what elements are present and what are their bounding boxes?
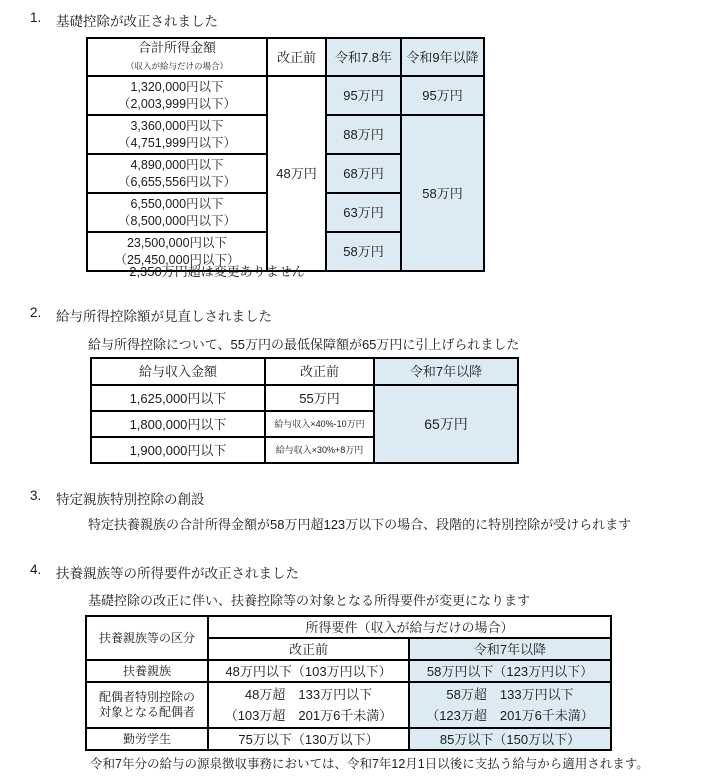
salary-bracket-cell: 1,625,000円以下	[91, 385, 265, 411]
header-before-revision: 改正前	[208, 638, 409, 660]
after-merged-cell: 65万円	[374, 385, 518, 463]
header-reiwa-7-onward: 令和7年以降	[409, 638, 611, 660]
before-formula-cell: 給与収入×30%+8万円	[265, 437, 374, 463]
after-requirement-cell: 58万超 133万円以下 （123万超 201万6千未満）	[409, 682, 611, 728]
table1-note: 2,350万円超は変更ありません	[129, 264, 305, 279]
header-total-income-note: （収入が給与だけの場合）	[125, 61, 228, 71]
section2-number: 2.	[30, 305, 42, 320]
section2-heading	[30, 305, 272, 325]
after-requirement-cell: 85万以下（150万以下）	[409, 728, 611, 750]
section1-title: 基礎控除が改正されました	[56, 14, 218, 29]
deduction-r78-cell: 63万円	[326, 193, 401, 232]
section3-title: 特定親族特別控除の創設	[56, 492, 205, 507]
deduction-r78-cell: 88万円	[326, 115, 401, 154]
income-bracket-cell: 23,500,000円以下 （25,450,000円以下）	[87, 232, 267, 271]
category-cell: 配偶者特別控除の 対象となる配偶者	[86, 682, 208, 728]
category-cell: 勤労学生	[86, 728, 208, 750]
application-footnote: 令和7年分の給与の源泉徴収事務においては、令和7年12月1日以後に支払う給与から適用されます。	[90, 757, 649, 771]
before-value-cell: 55万円	[265, 385, 374, 411]
dependents-requirement-table	[85, 615, 612, 751]
before-revision-merged-cell: 48万円	[267, 76, 326, 271]
salary-bracket-cell: 1,800,000円以下	[91, 411, 265, 437]
table-header-row	[91, 358, 518, 385]
section3-lead: 特定扶養親族の合計所得金額が58万円超123万以下の場合、段階的に特別控除が受けられます	[88, 517, 632, 532]
income-bracket-cell: 6,550,000円以下 （8,500,000円以下）	[87, 193, 267, 232]
table-row	[86, 728, 611, 750]
header-salary-income: 給与収入金額	[91, 358, 265, 385]
salary-deduction-table	[90, 357, 519, 464]
header-dependent-category: 扶養親族等の区分	[86, 616, 208, 660]
section1-heading	[30, 10, 218, 30]
before-requirement-cell: 48万超 133万円以下 （103万超 201万6千未満）	[208, 682, 409, 728]
header-total-income: 合計所得金額（収入が給与だけの場合）	[87, 38, 267, 76]
salary-bracket-cell: 1,900,000円以下	[91, 437, 265, 463]
after-requirement-cell: 58万円以下（123万円以下）	[409, 660, 611, 682]
header-reiwa-7-8: 令和7.8年	[326, 38, 401, 76]
table-row	[87, 76, 484, 115]
category-cell: 扶養親族	[86, 660, 208, 682]
section4-heading	[30, 562, 299, 582]
section4-title: 扶養親族等の所得要件が改正されました	[56, 566, 299, 581]
income-bracket-cell: 4,890,000円以下 （6,655,556円以下）	[87, 154, 267, 193]
section2-lead: 給与所得控除について、55万円の最低保障額が65万円に引上げられました	[88, 337, 520, 352]
table-row	[86, 660, 611, 682]
income-bracket-cell: 3,360,000円以下 （4,751,999円以下）	[87, 115, 267, 154]
table-header-row	[86, 616, 611, 638]
deduction-r78-cell: 68万円	[326, 154, 401, 193]
income-bracket-cell: 1,320,000円以下 （2,003,999円以下）	[87, 76, 267, 115]
header-before-revision: 改正前	[267, 38, 326, 76]
section1-number: 1.	[30, 10, 42, 25]
deduction-r78-cell: 58万円	[326, 232, 401, 271]
deduction-r9-cell: 95万円	[401, 76, 484, 115]
table-row	[91, 385, 518, 411]
deduction-r78-cell: 95万円	[326, 76, 401, 115]
before-formula-cell: 給与収入×40%-10万円	[265, 411, 374, 437]
section3-heading	[30, 488, 205, 508]
section2-title: 給与所得控除額が見直しされました	[56, 309, 272, 324]
header-income-requirement: 所得要件（収入が給与だけの場合）	[208, 616, 611, 638]
section4-lead: 基礎控除の改正に伴い、扶養控除等の対象となる所得要件が変更になります	[88, 593, 531, 608]
deduction-r9-merged-cell: 58万円	[401, 115, 484, 271]
header-before-revision: 改正前	[265, 358, 374, 385]
header-reiwa-7-onward: 令和7年以降	[374, 358, 518, 385]
before-requirement-cell: 48万円以下（103万円以下）	[208, 660, 409, 682]
basic-deduction-table	[86, 37, 485, 272]
header-reiwa-9-onward: 令和9年以降	[401, 38, 484, 76]
table-row	[86, 682, 611, 728]
section4-number: 4.	[30, 562, 42, 577]
table-header-row	[87, 38, 484, 76]
before-requirement-cell: 75万以下（130万以下）	[208, 728, 409, 750]
section3-number: 3.	[30, 488, 42, 503]
